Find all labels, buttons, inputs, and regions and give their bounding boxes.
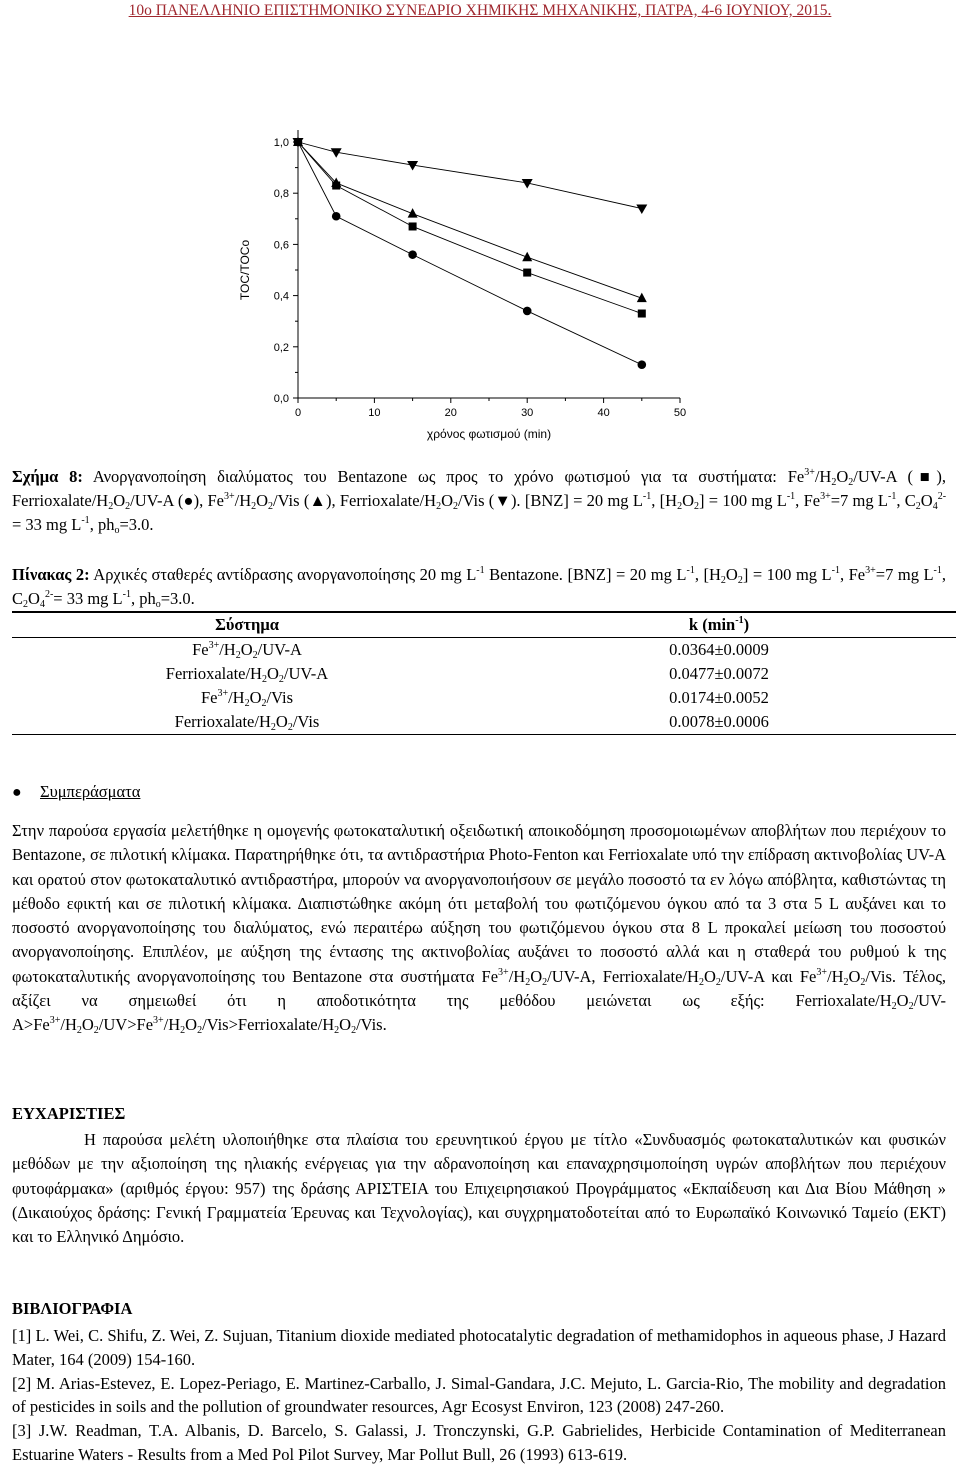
x-tick-label: 40 bbox=[597, 407, 610, 419]
x-tick-label: 50 bbox=[673, 407, 687, 419]
x-tick-label: 30 bbox=[521, 407, 534, 419]
figure-caption-text: Ανοργανοποίηση διαλύματος του Bentazone ως προς το χρόνο φωτισμού για τα συστήματα: bbox=[92, 467, 777, 486]
k-value: 0.0477±0.0072 bbox=[669, 664, 769, 683]
reference-item: [1] L. Wei, C. Shifu, Z. Wei, Z. Sujuan, Titanium dioxide mediated photocatalytic degradation of methamidophos in aqueous phase, J Hazard Mater, 164 (2009) 154-160. bbox=[12, 1326, 946, 1369]
conclusions-text: Στην παρούσα εργασία μελετήθηκε η ομογενής φωτοκαταλυτική οξειδωτική αποικοδόμηση προσομοιωμένων αποβλήτων που περιέχουν το Bentazone, σε πιλοτική κλίμακα. Παρατηρήθηκε ότι, τα αντιδραστήρια Photo-Fenton και Ferrioxalate υπό την επίδραση ακτινοβολίας UV-A και ορατού στον φωτοκαταλυτικό αντιδραστήρα, μπορούν να ανοργανοποιήσουν σε μεγάλο ποσοστό τα εν λόγω απόβλητα, καθιστώντας τη μέθοδο εφικτή και σε πιλοτική κλίμακα. Διαπιστώθηκε ακόμη ότι μεταβολή του φωτιζόμενου όγκου από τα 3 στα 5 L αυξάνει και το ποσοστό ανοργανοποίησης του διαλύματος, ενώ περαιτέρω αύξηση του φωτιζόμενου όγκου στα 8 L προκαλεί μείωση του ποσοστού ανοργανοποίησης. Επιπλέον, με αύξηση της έντασης της ακτινοβολίας αυξάνει το ποσοστό αλλά και η σταθερά του ρυθμού k της φωτοκαταλυτικής ανοργανοποίησης του Bentazone στα συστήματα $Fe^{3+}/H_2O_2/UV-A$, Ferrioxalate/$H_2O_2/UV-A$ και $Fe^{3+}/H_2O_2$/Vis. Τέλος, αξίζει να σημειωθεί ότι η αποδοτικότητα της μεθόδου μειώνεται ως εξής: Ferrioxalate/$H_2O_2/UV-A>Fe^{3+}/H_2O_2/UV>Fe^{3+}/H_2O_2/Vis>Ferrioxalate/H_2O_2$/Vis. bbox=[12, 821, 947, 1037]
k-value: 0.0364±0.0009 bbox=[669, 640, 769, 659]
x-tick-label: 0 bbox=[294, 407, 302, 419]
x-tick-label: 10 bbox=[368, 407, 381, 419]
reference-item: [3] J.W. Readman, T.A. Albanis, D. Barcelo, S. Galassi, J. Tronczynski, G.P. Gabrielides, Herbicide Contamination of Mediterranean Estuarine Waters - Results from a Med Pol Pilot Survey, Mar Pollut Bull, 26 (1993) 613-619. bbox=[12, 1421, 946, 1464]
y-tick-label: 0,2 bbox=[273, 341, 289, 354]
reference-item: [2] M. Arias-Estevez, E. Lopez-Periago, E. Martinez-Carballo, J. Simal-Gandara, J.C. Mejuto, L. Garcia-Rio, The mobility and degradation of pesticides in soils and the pollution of groundwater resources, Agr Ecosyst Environ, 123 (2008) 247-260. bbox=[12, 1373, 946, 1417]
data-point-circle bbox=[332, 212, 341, 221]
data-point-triangle-up bbox=[408, 208, 418, 218]
y-tick-label: 0,8 bbox=[273, 188, 289, 201]
k-value: 0.0174±0.0052 bbox=[669, 688, 769, 707]
table-row: $Fe^{3+}/H_2O_2/UV-A$ 0.0364±0.0009 bbox=[12, 638, 956, 663]
table-label: Πίνακας 2: bbox=[12, 565, 90, 584]
data-point-triangle-up bbox=[522, 252, 532, 262]
k-value: 0.0078±0.0006 bbox=[482, 710, 956, 735]
col-k: k $(\min^{-1})$ bbox=[482, 612, 956, 638]
table-caption: Πίνακας 2: Αρχικές σταθερές αντίδρασης ανοργανοποίησης 20 mg $L^{-1}$ Bentazone. [BNZ] = 20 mg $L^{-1}$, $[H_2O_2] = 100$ mg $L^{-1}$, $Fe^{3+}=7$ mg $L^{-1}$, $C_2O_4^{2-}= 33$ mg $L^{-1}$, $ph_o=3.0$. bbox=[12, 565, 947, 610]
data-point-circle bbox=[408, 250, 417, 259]
toc-chart bbox=[0, 0, 960, 450]
figure-label: Σχήμα 8: bbox=[12, 467, 83, 486]
data-point-square bbox=[523, 269, 531, 277]
bullet-icon: ● bbox=[12, 784, 22, 801]
series-line bbox=[298, 142, 642, 298]
y-tick-label: 0,4 bbox=[273, 290, 289, 303]
series-line bbox=[298, 142, 642, 314]
table-caption-text: Αρχικές σταθερές αντίδρασης ανοργανοποίησης 20 mg L bbox=[93, 565, 477, 584]
y-tick-label: 0,0 bbox=[273, 393, 289, 405]
y-tick-label: 1,0 bbox=[273, 137, 289, 149]
x-tick-label: 20 bbox=[444, 407, 457, 419]
y-axis-label: TOC/TOCo bbox=[238, 239, 252, 301]
table-row: Ferrioxalate/$H_2O_2$/Vis 0.0078±0.0006 bbox=[12, 710, 956, 735]
bibliography-list bbox=[12, 1324, 946, 1467]
data-point-circle bbox=[523, 307, 532, 316]
data-point-triangle-up bbox=[637, 293, 647, 303]
bibliography-title: ΒΙΒΛΙΟΓΡΑΦΙΑ bbox=[12, 1299, 133, 1318]
conclusions-title: Συμπεράσματα bbox=[40, 782, 141, 801]
rate-constants-table bbox=[12, 611, 956, 735]
conference-header: 10ο ΠΑΝΕΛΛΗΝΙΟ ΕΠΙΣΤΗΜΟΝΙΚΟ ΣΥΝΕΔΡΙΟ ΧΗΜΙΚΗΣ ΜΗΧΑΝΙΚΗΣ, ΠΑΤΡΑ, 4-6 ΙΟΥΝΙΟΥ, 2015. bbox=[128, 2, 832, 19]
data-point-square bbox=[638, 310, 646, 318]
data-point-square bbox=[409, 222, 417, 230]
series-line bbox=[298, 142, 642, 209]
data-point-circle bbox=[638, 360, 647, 369]
series-line bbox=[298, 142, 642, 365]
x-axis-label: χρόνος φωτισμού (min) bbox=[426, 427, 552, 441]
table-row: $Fe^{3+}/H_2O_2$/Vis 0.0174±0.0052 bbox=[12, 686, 956, 710]
table-header-row bbox=[12, 612, 956, 638]
acknowledgments-text: Η παρούσα μελέτη υλοποιήθηκε στα πλαίσια του ερευνητικού έργου με τίτλο «Συνδυασμός φωτοκαταλυτικών και φυσικών μεθόδων με την αξιοποίηση της ηλιακής ενέργειας για την αδρανοποίηση και επαναχρησιμοποίηση υγρών αποβλήτων που περιέχουν φυτοφάρμακα» (αριθμός έργου: 957) της δράσης ΑΡΙΣΤΕΙΑ του Επιχειρησιακού Προγράμματος «Εκπαίδευση και Δια Βίου Μάθηση » (Δικαιούχος δράσης: Γενική Γραμματεία Έρευνας και Τεχνολογίας), και συγχρηματοδοτείται από το Ευρωπαϊκό Κοινωνικό Ταμείο (ΕΚΤ) και το Ελληνικό Δημόσιο. bbox=[12, 1130, 946, 1247]
acknowledgments-title: ΕΥΧΑΡΙΣΤΙΕΣ bbox=[12, 1104, 126, 1123]
y-tick-label: 0,6 bbox=[273, 239, 289, 252]
col-system: Σύστημα bbox=[12, 612, 482, 638]
data-point-triangle-down bbox=[636, 205, 647, 215]
figure-caption: Σχήμα 8: Ανοργανοποίηση διαλύματος του Bentazone ως προς το χρόνο φωτισμού για τα συστήματα: $Fe^{3+}/H_2O_2/UV-A$ (■), Ferrioxalate/$H_2O_2/UV-A$ (●), $Fe^{3+}/H_2O_2$/Vis (▲), Ferrioxalate/$H_2O_2$/Vis (▼). [BNZ] = 20 mg $L^{-1}$, $[H_2O_2] = 100$ mg $L^{-1}$, $Fe^{3+}=7$ mg $L^{-1}$, $C_2O_4^{2-}= 33$ mg $L^{-1}$, $ph_o=3.0$. bbox=[12, 467, 947, 536]
table-row: Ferrioxalate/$H_2O_2/UV-A$ 0.0477±0.0072 bbox=[12, 662, 956, 686]
